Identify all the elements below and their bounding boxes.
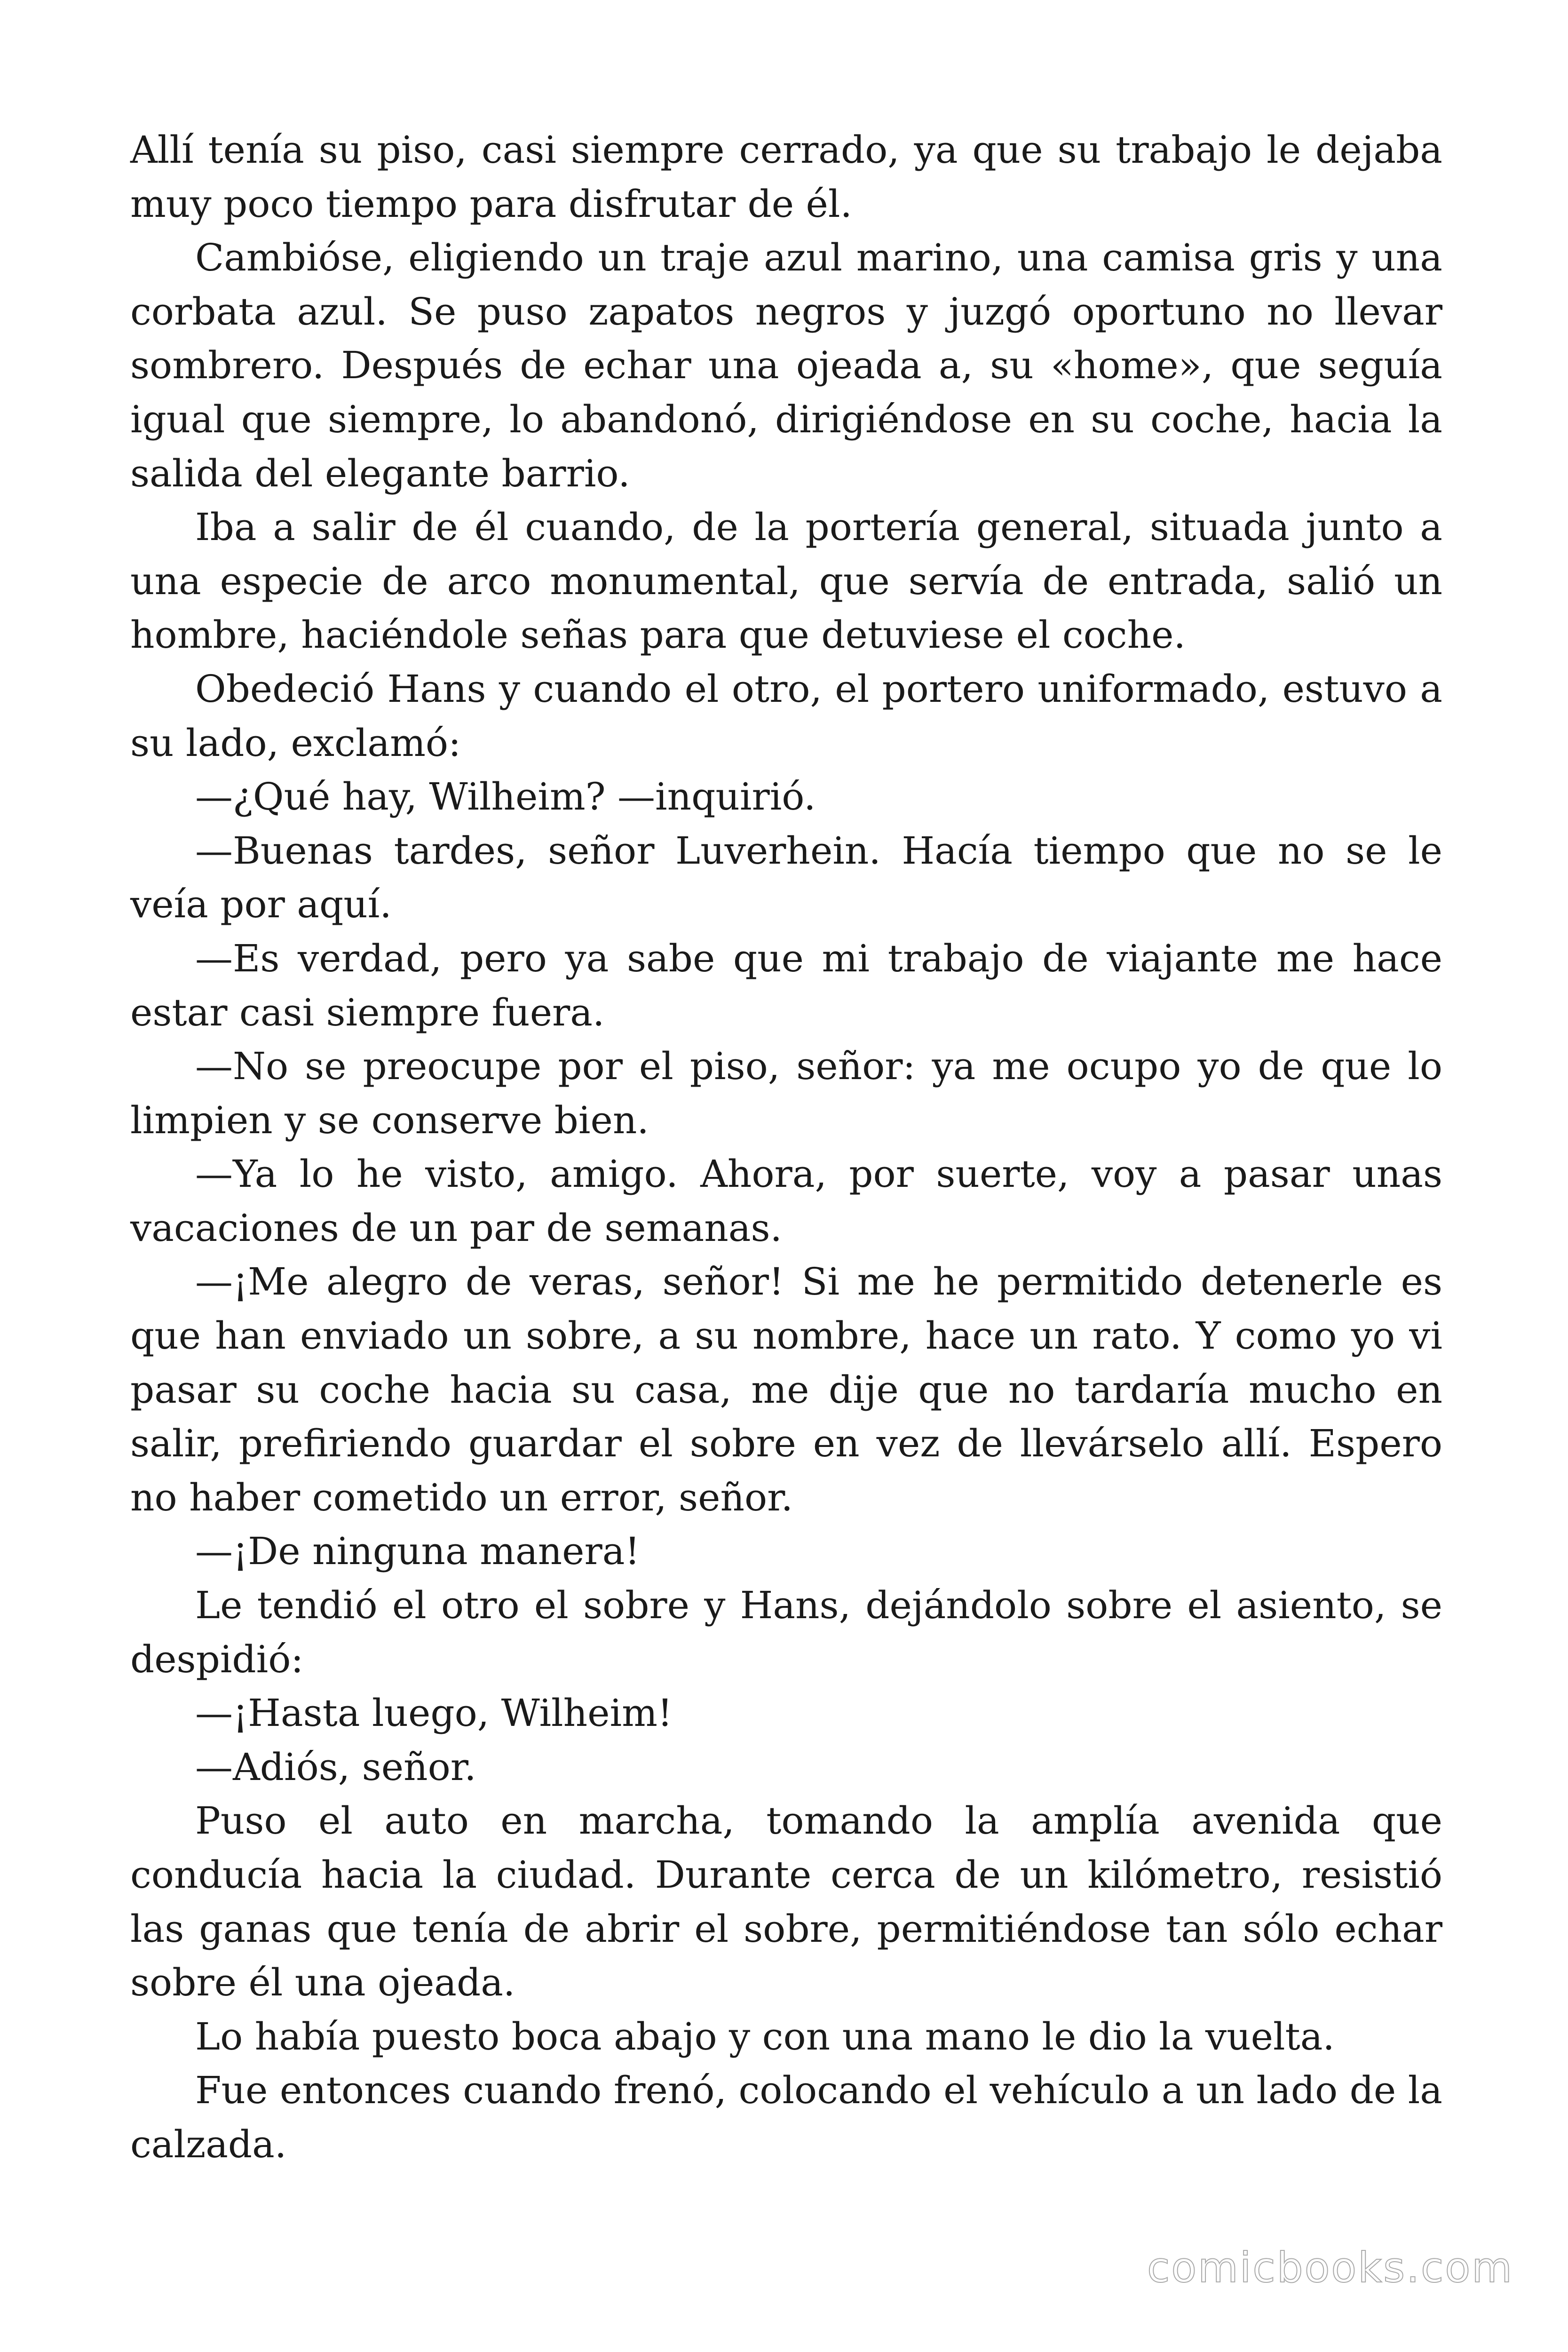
dialogue-line: —¡Me alegro de veras, señor! Si me he permitido detenerle es que han enviado un sobre, a su nombre, hace un rato. Y como yo vi pasar su coche hacia su casa, me dije que no tardaría mucho en salir, prefiriendo guardar el sobre en vez de llevárselo allí. Espero no haber cometido un error, señor.	[130, 1260, 1442, 1519]
paragraph: Le tendió el otro el sobre y Hans, dejándolo sobre el asiento, se despidió:	[130, 1583, 1442, 1681]
dialogue-line: —¿Qué hay, Wilheim? —inquirió.	[195, 775, 816, 819]
dialogue-line: —¡Hasta luego, Wilheim!	[195, 1691, 673, 1735]
paragraph: Fue entonces cuando frenó, colocando el vehículo a un lado de la calzada.	[130, 2068, 1442, 2166]
paragraph: Iba a salir de él cuando, de la portería general, situada junto a una especie de arco monumental, que servía de entrada, salió un hombre, haciéndole señas para que detuviese el coche.	[130, 505, 1442, 657]
dialogue-line: —Es verdad, pero ya sabe que mi trabajo de viajante me hace estar casi siempre fuera.	[130, 936, 1442, 1034]
dialogue-line: —Adiós, señor.	[195, 1745, 476, 1789]
dialogue-line: —¡De ninguna manera!	[195, 1529, 640, 1573]
paragraph: Puso el auto en marcha, tomando la amplía avenida que conducía hacia la ciudad. Durante cerca de un kilómetro, resistió las ganas que tenía de abrir el sobre, permitiéndose tan sólo echar sobre él una ojeada.	[130, 1799, 1442, 2005]
dialogue-line: —Buenas tardes, señor Luverhein. Hacía tiempo que no se le veía por aquí.	[130, 828, 1442, 927]
paragraph: Lo había puesto boca abajo y con una mano le dio la vuelta.	[195, 2014, 1335, 2058]
paragraph: Cambióse, eligiendo un traje azul marino, una camisa gris y una corbata azul. Se puso zapatos negros y juzgó oportuno no llevar sombrero. Después de echar una ojeada a, su «home», que seguía igual que siempre, lo abandonó, dirigiéndose en su coche, hacia la salida del elegante barrio.	[130, 236, 1442, 495]
watermark: comicbooks.com	[1147, 2243, 1513, 2292]
body-text	[130, 123, 1442, 2172]
paragraph: Allí tenía su piso, casi siempre cerrado, ya que su trabajo le dejaba muy poco tiempo para disfrutar de él.	[130, 128, 1442, 226]
paragraph: Obedeció Hans y cuando el otro, el portero uniformado, estuvo a su lado, exclamó:	[130, 667, 1442, 765]
dialogue-line: —Ya lo he visto, amigo. Ahora, por suerte, voy a pasar unas vacaciones de un par de semanas.	[130, 1152, 1442, 1250]
dialogue-line: —No se preocupe por el piso, señor: ya me ocupo yo de que lo limpien y se conserve bien.	[130, 1044, 1442, 1142]
